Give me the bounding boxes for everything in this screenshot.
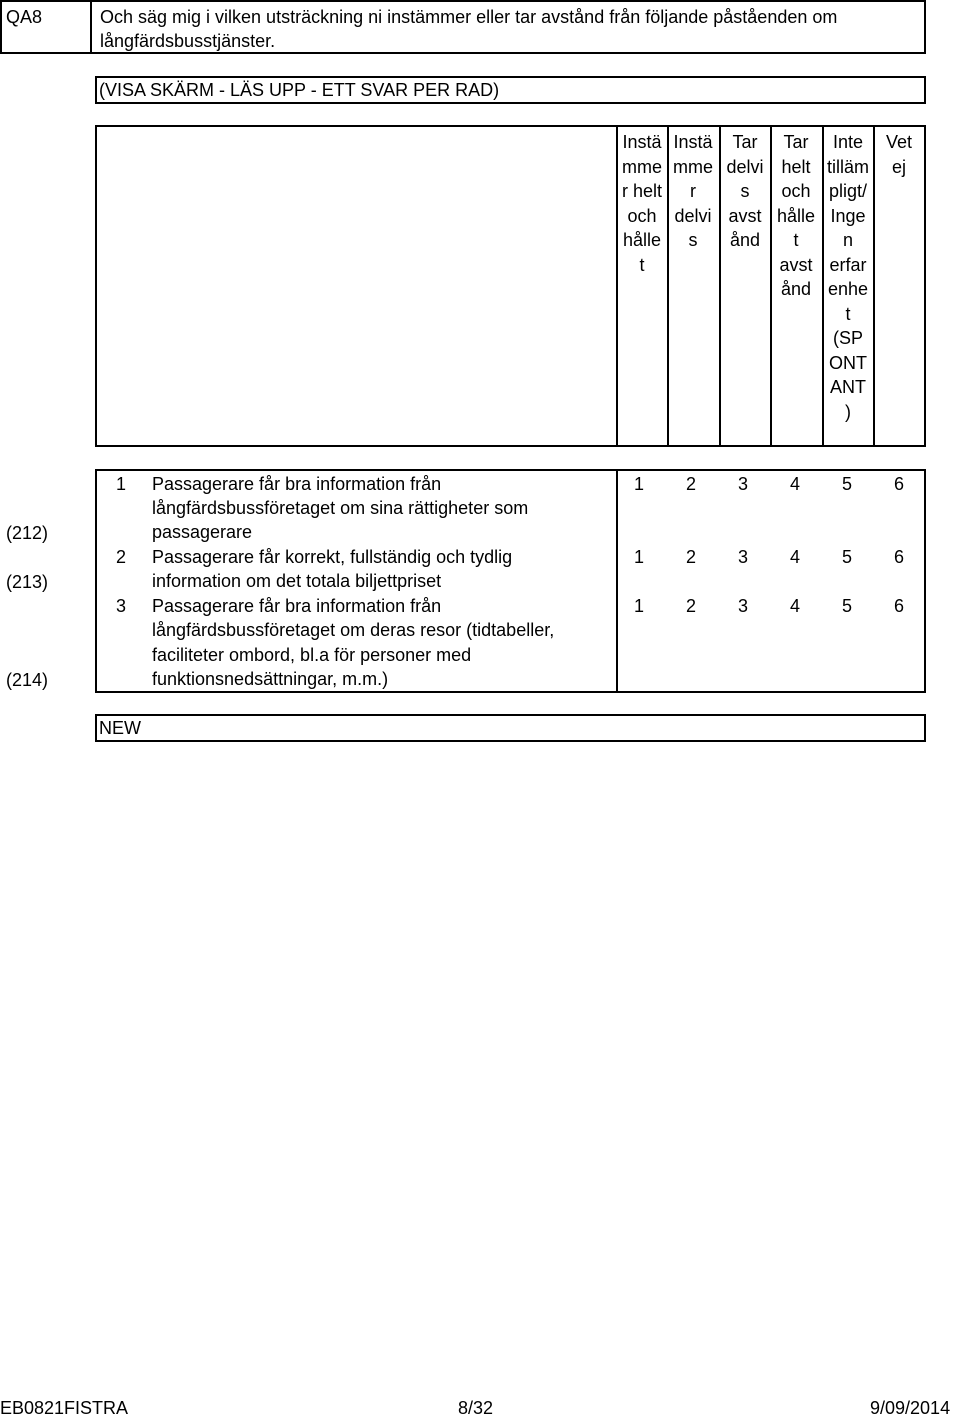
answer-option[interactable]: 1 [633,596,644,616]
column-header-not-applicable: Inte tilläm pligt/ Inge n erfar enhe t (SP ONT ANT ) [826,132,869,422]
answer-option[interactable]: 2 [685,474,696,494]
item-number: 1 [116,474,127,494]
items-divider [616,471,618,691]
answer-option[interactable]: 5 [841,547,852,567]
answer-option[interactable]: 6 [893,596,904,616]
item-text-line: faciliteter ombord, bl.a för personer med [152,645,472,665]
answer-option[interactable]: 4 [789,596,800,616]
answer-option[interactable]: 1 [633,474,644,494]
instruction-text: (VISA SKÄRM - LÄS UPP - ETT SVAR PER RAD) [99,80,500,100]
item-number: 3 [116,596,127,616]
item-text-line: Passagerare får korrekt, fullständig och tydlig [152,547,513,567]
item-text-line: information om det totala biljettpriset [152,571,442,591]
column-header-disagree-fully: Tar helt och hålle t avst ånd [776,132,816,299]
answer-option[interactable]: 3 [737,547,748,567]
footer-date: 9/09/2014 [870,1398,951,1418]
answer-option[interactable]: 1 [633,547,644,567]
answer-option[interactable]: 6 [893,547,904,567]
answer-option[interactable]: 4 [789,547,800,567]
answer-option[interactable]: 3 [737,596,748,616]
question-code: QA8 [6,7,43,27]
variable-code: (214) [6,670,49,690]
column-header-box [95,125,926,447]
column-header-disagree-partly: Tar delvi s avst ånd [726,132,764,250]
column-header-dont-know: Vet ej [885,132,913,177]
column-header-agree-fully: Instä mme r helt och hålle t [621,132,663,275]
footer-doc-id: EB0821FISTRA [0,1398,129,1418]
item-text-line: funktionsnedsättningar, m.m.) [152,669,389,689]
item-text-line: passagerare [152,522,253,542]
question-text-line-2: långfärdsbusstjänster. [100,31,276,51]
new-flag-label: NEW [99,718,141,738]
footer-page-number: 8/32 [458,1398,494,1418]
variable-code: (212) [6,523,49,543]
answer-option[interactable]: 4 [789,474,800,494]
question-text-line-1: Och säg mig i vilken utsträckning ni instämmer eller tar avstånd från följande påståenden om [100,7,838,27]
answer-option[interactable]: 2 [685,547,696,567]
item-text-line: långfärdsbussföretaget om deras resor (tidtabeller, [152,620,555,640]
variable-code: (213) [6,572,49,592]
new-flag-box [95,714,926,742]
item-text-line: Passagerare får bra information från [152,596,442,616]
answer-option[interactable]: 3 [737,474,748,494]
item-text-line: Passagerare får bra information från [152,474,442,494]
answer-option[interactable]: 5 [841,474,852,494]
column-header-agree-partly: Instä mme r delvi s [673,132,713,250]
item-text-line: långfärdsbussföretaget om sina rättigheter som [152,498,529,518]
item-number: 2 [116,547,127,567]
answer-option[interactable]: 2 [685,596,696,616]
answer-option[interactable]: 6 [893,474,904,494]
answer-option[interactable]: 5 [841,596,852,616]
